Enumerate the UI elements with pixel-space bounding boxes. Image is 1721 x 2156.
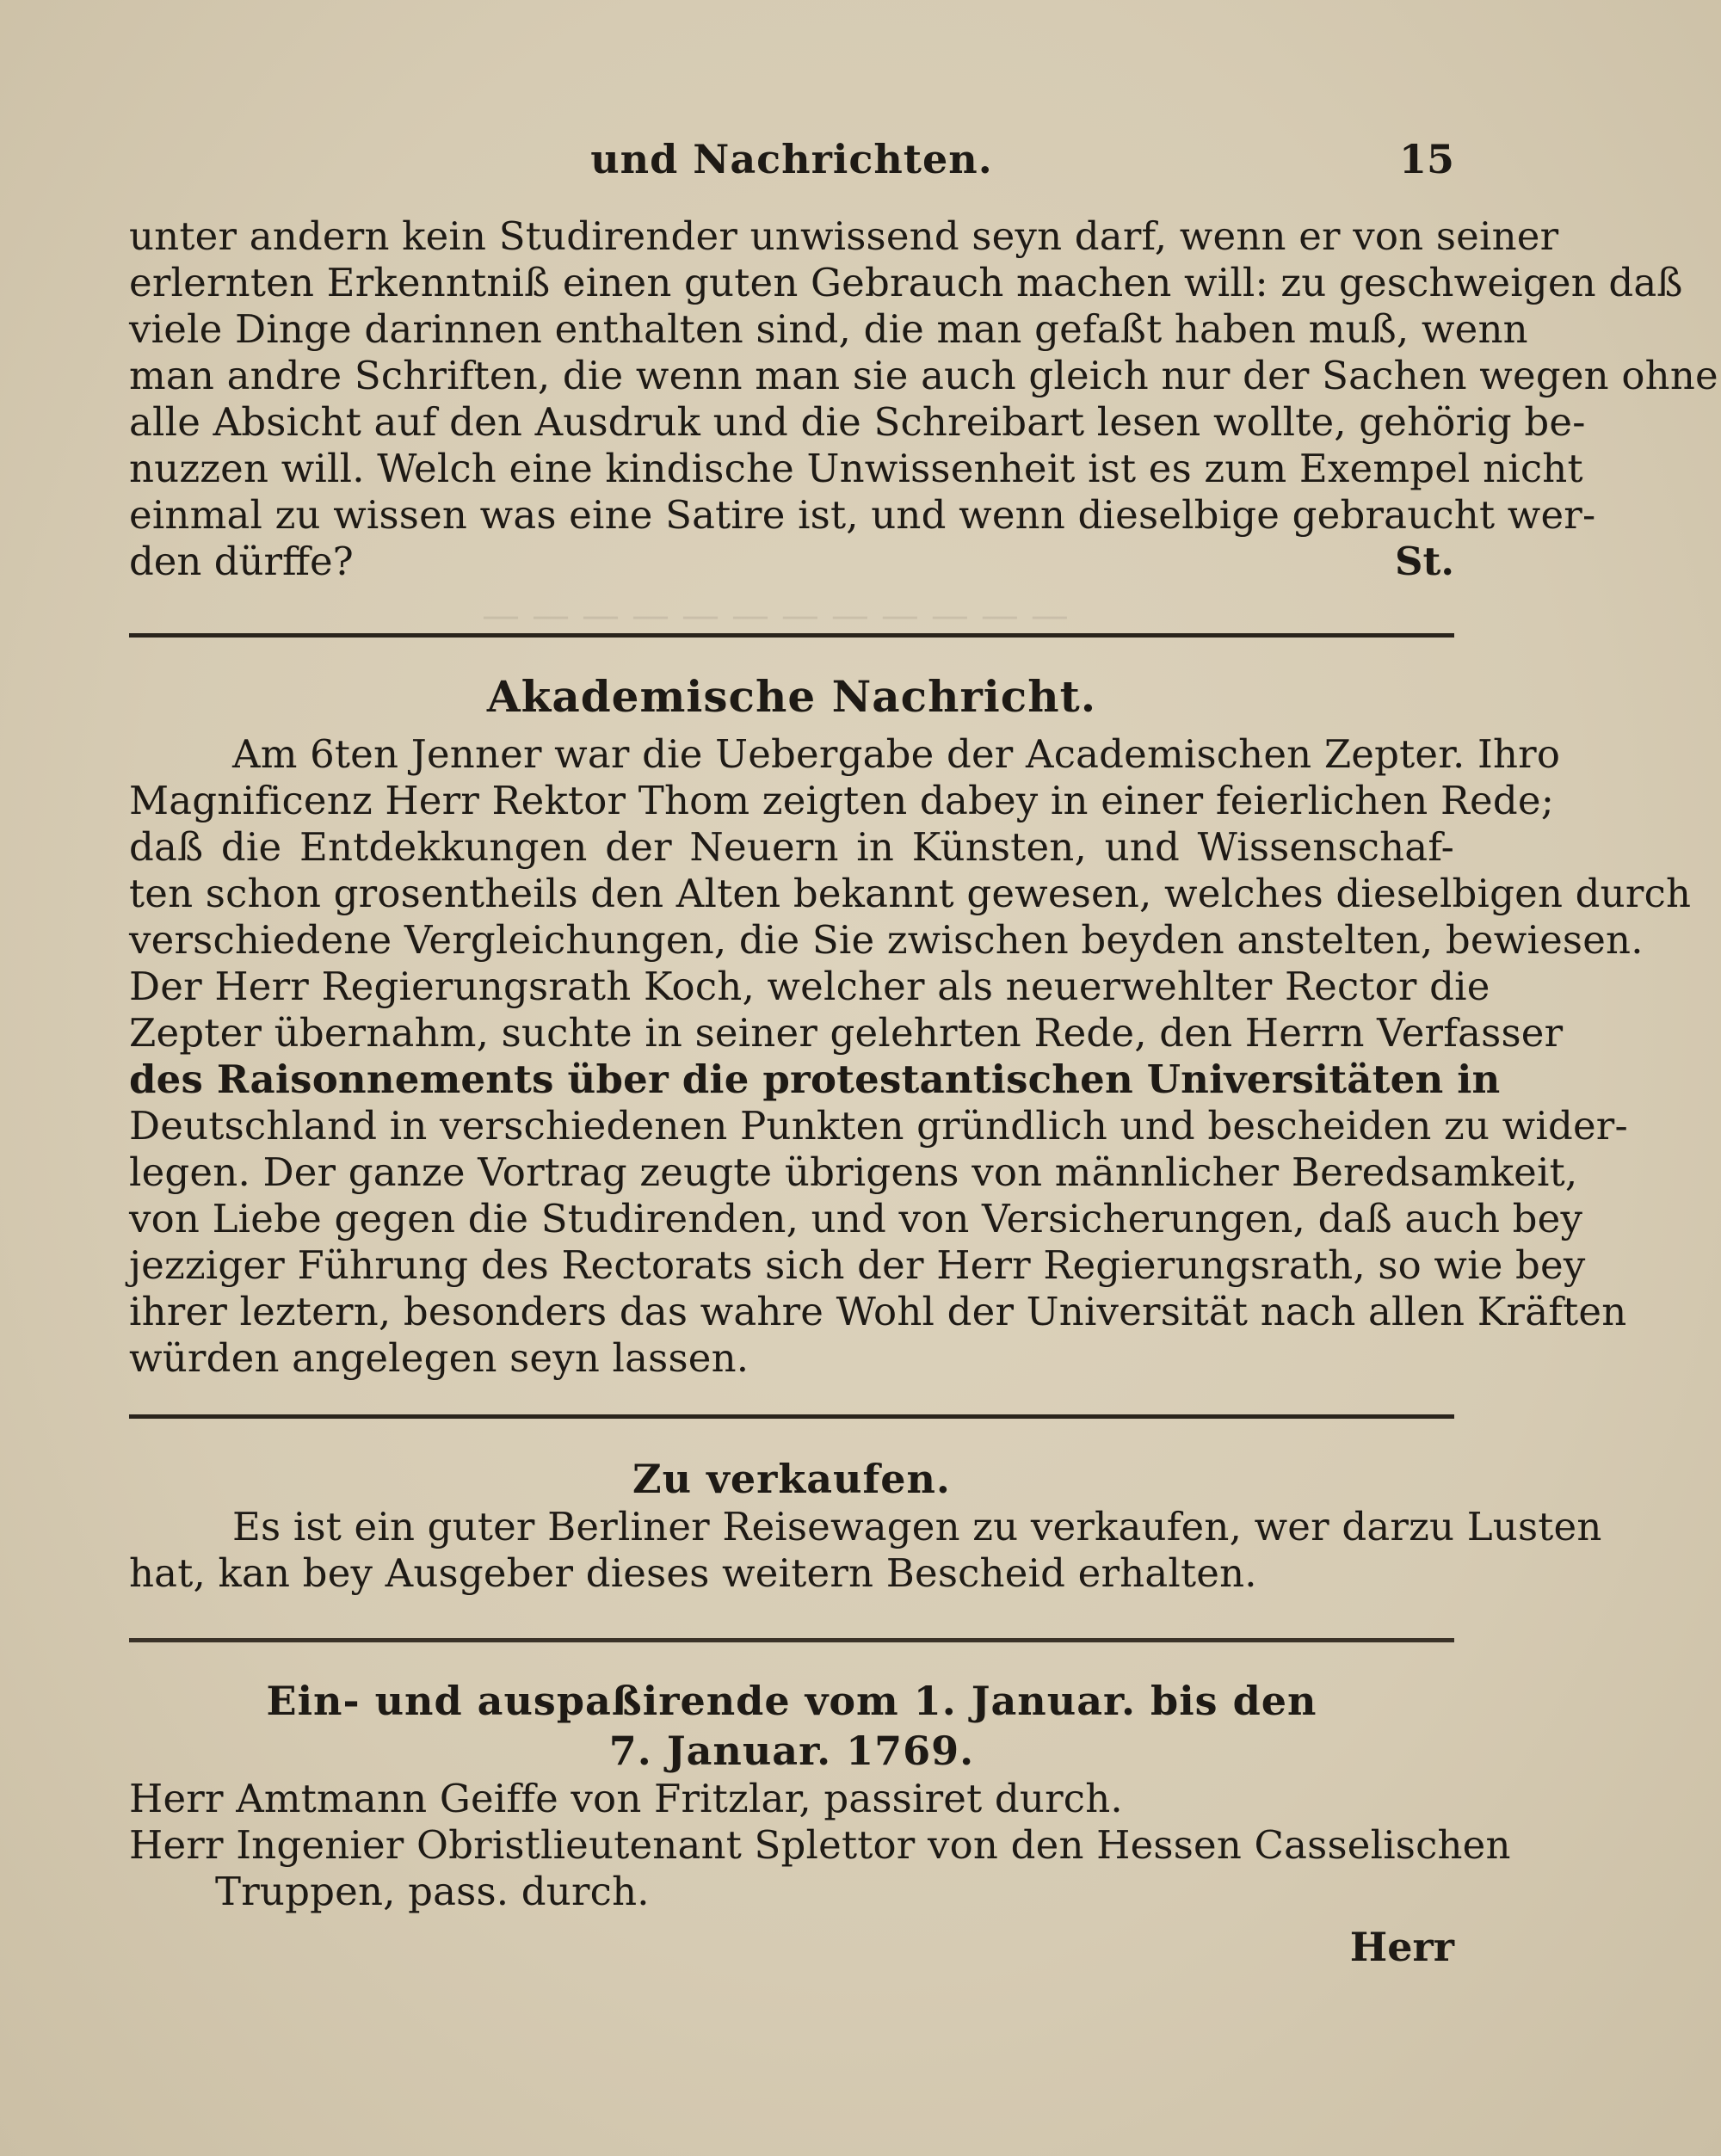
section-divider xyxy=(129,633,1454,638)
text-line: von Liebe gegen die Studirenden, und von Versicherungen, daß auch bey xyxy=(129,1196,1583,1241)
text-line: Zepter übernahm, suchte in seiner gelehrten Rede, den Herrn Verfasser xyxy=(129,1010,1564,1056)
section-heading: Akademische Nachricht. xyxy=(486,671,1097,722)
text-line: würden angelegen seyn lassen. xyxy=(129,1335,749,1381)
text-line: legen. Der ganze Vortrag zeugte übrigens von männlicher Beredsamkeit, xyxy=(129,1149,1578,1195)
section-divider xyxy=(129,1638,1454,1642)
text-line: ihrer leztern, besonders das wahre Wohl der Universität nach allen Kräften xyxy=(129,1289,1627,1334)
text-line: erlernten Erkenntniß einen guten Gebrauch machen will: zu geschweigen daß xyxy=(129,260,1683,305)
text-line: einmal zu wissen was eine Satire ist, und wenn dieselbige gebraucht wer- xyxy=(129,492,1596,538)
for-sale-section xyxy=(129,1454,1602,1597)
text-line: man andre Schriften, die wenn man sie auch gleich nur der Sachen wegen ohne xyxy=(129,353,1718,398)
section-heading: Zu verkaufen. xyxy=(632,1456,951,1502)
traveller-entry-continuation: Truppen, pass. durch. xyxy=(215,1869,650,1914)
section-divider xyxy=(129,1414,1454,1419)
running-title: und Nachrichten. xyxy=(590,136,993,182)
show-through-decoration: — — — — — — — — — — — — xyxy=(482,594,1069,638)
text-line: den dürffe? xyxy=(129,539,354,584)
author-signature: St. xyxy=(1395,539,1454,584)
travellers-section xyxy=(129,1676,1511,1915)
page-header xyxy=(129,129,1454,189)
catchword: Herr xyxy=(1349,1924,1454,1970)
section-heading: Ein- und auspaßirende vom 1. Januar. bis den xyxy=(266,1678,1317,1724)
text-line: jezziger Führung des Rectorats sich der Herr Regierungsrath, so wie bey xyxy=(129,1242,1586,1288)
text-line: unter andern kein Studirender unwissend seyn darf, wenn er von seiner xyxy=(129,213,1559,259)
text-line: Es ist ein guter Berliner Reisewagen zu verkaufen, wer darzu Lusten xyxy=(232,1504,1602,1549)
text-line: alle Absicht auf den Ausdruk und die Schreibart lesen wollte, gehörig be- xyxy=(129,399,1586,445)
text-line: Magnificenz Herr Rektor Thom zeigten dabey in einer feierlichen Rede; xyxy=(129,778,1555,823)
text-line: ten schon grosentheils den Alten bekannt gewesen, welches dieselbigen durch xyxy=(129,871,1692,916)
text-line: daß die Entdekkungen der Neuern in Künsten, und Wissenschaf- xyxy=(129,824,1454,870)
academic-section xyxy=(129,669,1692,1382)
traveller-entry: Herr Amtmann Geiffe von Fritzlar, passiret durch. xyxy=(129,1776,1123,1821)
traveller-entry: Herr Ingenier Obristlieutenant Splettor von den Hessen Casselischen xyxy=(129,1822,1511,1868)
text-line: viele Dinge darinnen enthalten sind, die man gefaßt haben muß, wenn xyxy=(129,306,1528,352)
text-line: nuzzen will. Welch eine kindische Unwissenheit ist es zum Exempel nicht xyxy=(129,446,1583,491)
text-line: hat, kan bey Ausgeber dieses weitern Bescheid erhalten. xyxy=(129,1550,1257,1596)
section-subheading: 7. Januar. 1769. xyxy=(608,1728,975,1774)
text-line: Am 6ten Jenner war die Uebergabe der Academischen Zepter. Ihro xyxy=(232,731,1561,777)
continuation-paragraph xyxy=(129,213,1718,585)
text-line: verschiedene Vergleichungen, die Sie zwischen beyden anstelten, bewiesen. xyxy=(129,917,1644,963)
page-number: 15 xyxy=(1398,136,1454,182)
text-line: des Raisonnements über die protestantischen Universitäten in xyxy=(129,1056,1501,1102)
closing-line xyxy=(129,539,1454,585)
text-line: Der Herr Regierungsrath Koch, welcher als neuerwehlter Rector die xyxy=(129,964,1490,1009)
text-line: Deutschland in verschiedenen Punkten gründlich und bescheiden zu wider- xyxy=(129,1103,1628,1149)
